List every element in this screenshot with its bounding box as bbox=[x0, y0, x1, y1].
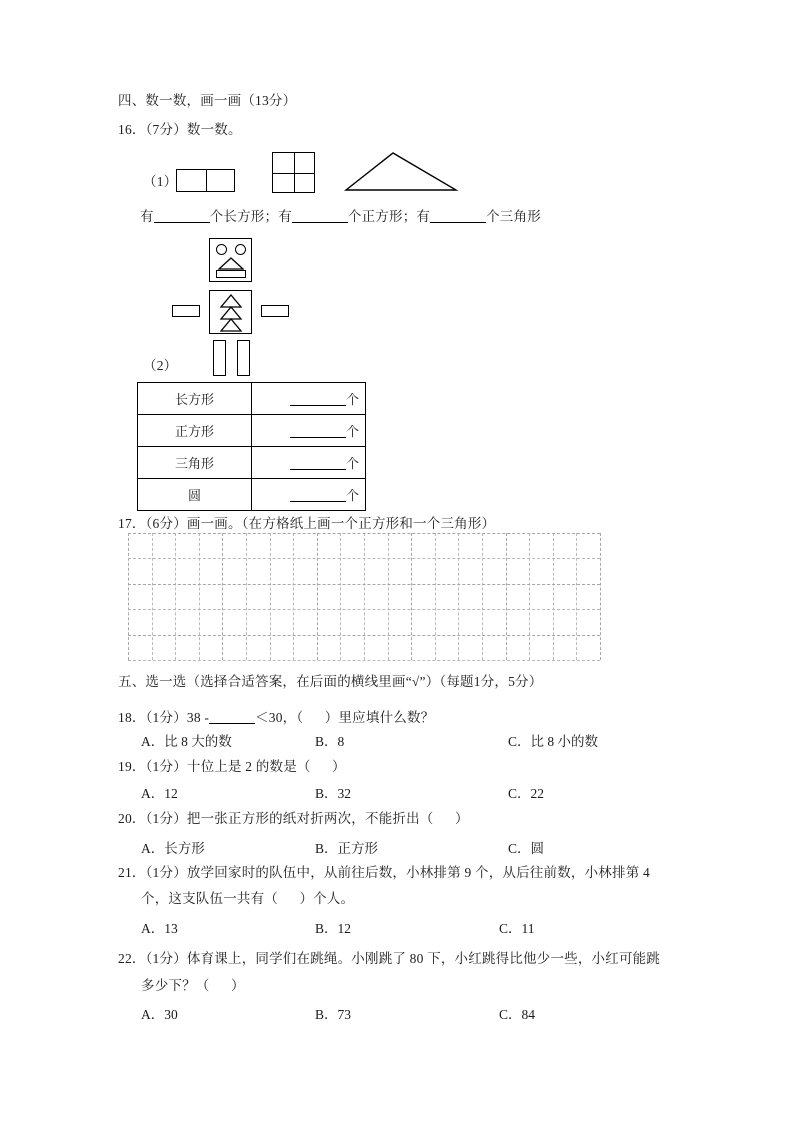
grid-line-vertical bbox=[435, 533, 436, 660]
table-row bbox=[138, 415, 366, 447]
fill-unit-1: 个长方形；有 bbox=[209, 209, 292, 224]
option-key: C． bbox=[499, 921, 522, 936]
question-22-number: 22．（1分）体育课上，同学们在跳绳。小刚跳了 80 下，小红跳得比他少一些，小红可能跳 bbox=[118, 951, 661, 966]
section-five-heading: 五、选一选（选择合适答案，在后面的横线里画“√”）（每题1分，5分） bbox=[118, 674, 543, 689]
fill-unit-3: 个三角形 bbox=[486, 209, 541, 224]
option-key: A． bbox=[141, 921, 165, 936]
option-text: 正方形 bbox=[337, 841, 379, 856]
grid-line-vertical bbox=[317, 533, 318, 660]
option-text: 圆 bbox=[530, 841, 545, 856]
option-text: 长方形 bbox=[164, 841, 205, 856]
grid-line-vertical bbox=[175, 533, 176, 660]
option-key: A． bbox=[141, 841, 165, 856]
square-divider-horizontal bbox=[273, 173, 314, 174]
option-text: 73 bbox=[337, 1007, 352, 1022]
count-unit: 个 bbox=[345, 488, 359, 503]
grid-paper[interactable] bbox=[128, 533, 600, 660]
grid-line-vertical bbox=[293, 533, 294, 660]
question-21-option-b[interactable] bbox=[315, 917, 351, 937]
grid-line-vertical bbox=[128, 533, 129, 660]
table-row bbox=[138, 479, 366, 511]
option-key: B． bbox=[315, 921, 338, 936]
count-unit: 个 bbox=[345, 424, 359, 439]
option-key: A． bbox=[141, 786, 165, 801]
grid-line-vertical bbox=[152, 533, 153, 660]
table-cell-shape-name: 正方形 bbox=[138, 415, 252, 447]
question-20-option-c[interactable] bbox=[508, 837, 544, 857]
option-text: 8 bbox=[337, 734, 345, 749]
question-22-option-a[interactable] bbox=[141, 1003, 178, 1023]
grid-line-vertical bbox=[600, 533, 601, 660]
grid-line-vertical bbox=[553, 533, 554, 660]
question-21-line2: 个，这支队伍一共有（ ）个人。 bbox=[141, 891, 355, 906]
answer-blank-count[interactable] bbox=[290, 405, 346, 406]
table-cell-count bbox=[252, 479, 366, 511]
robot-mouth-rectangle bbox=[216, 270, 246, 278]
grid-line-vertical bbox=[411, 533, 412, 660]
option-text: 11 bbox=[521, 921, 535, 936]
option-key: A． bbox=[141, 734, 165, 749]
option-text: 30 bbox=[164, 1007, 178, 1022]
grid-line-vertical bbox=[458, 533, 459, 660]
question-17-number: 17．（6分）画一画。（在方格纸上画一个正方形和一个三角形） bbox=[118, 516, 496, 531]
answer-blank-q18[interactable] bbox=[209, 723, 255, 724]
question-19-option-a[interactable] bbox=[141, 782, 178, 802]
grid-line-horizontal bbox=[128, 635, 600, 636]
robot-figure bbox=[160, 236, 310, 364]
question-20-number: 20．（1分）把一张正方形的纸对折两次，不能折出（ ） bbox=[118, 811, 469, 826]
question-22-option-c[interactable] bbox=[499, 1003, 535, 1023]
shape-count-table bbox=[137, 382, 366, 511]
option-text: 12 bbox=[337, 921, 352, 936]
grid-line-vertical bbox=[222, 533, 223, 660]
question-19-option-b[interactable] bbox=[315, 782, 351, 802]
option-key: C． bbox=[508, 734, 531, 749]
grid-line-vertical bbox=[576, 533, 577, 660]
answer-blank-count[interactable] bbox=[290, 469, 346, 470]
option-text: 比 8 小的数 bbox=[530, 734, 599, 749]
count-unit: 个 bbox=[345, 456, 359, 471]
robot-body-triangles bbox=[217, 293, 245, 333]
table-cell-shape-name: 长方形 bbox=[138, 383, 252, 415]
answer-blank-square-count[interactable] bbox=[292, 222, 348, 223]
fill-prefix-1: 有 bbox=[140, 209, 154, 224]
option-key: A． bbox=[141, 1007, 165, 1022]
question-20-option-a[interactable] bbox=[141, 837, 205, 857]
option-text: 22 bbox=[530, 786, 545, 801]
table-row bbox=[138, 447, 366, 479]
question-16-fill-line bbox=[140, 208, 541, 225]
answer-blank-count[interactable] bbox=[290, 501, 346, 502]
grid-line-vertical bbox=[529, 533, 530, 660]
table-cell-count bbox=[252, 447, 366, 479]
robot-leg-left-rectangle bbox=[213, 340, 226, 376]
grid-line-vertical bbox=[506, 533, 507, 660]
question-20-option-b[interactable] bbox=[315, 837, 378, 857]
question-22-line2: 多少下？（ ） bbox=[141, 978, 245, 993]
table-row bbox=[138, 383, 366, 415]
question-16-part1-label: （1） bbox=[143, 174, 178, 189]
answer-blank-triangle-count[interactable] bbox=[430, 222, 486, 223]
grid-line-vertical bbox=[199, 533, 200, 660]
grid-line-vertical bbox=[388, 533, 389, 660]
robot-eye-left-circle bbox=[216, 244, 227, 255]
option-text: 32 bbox=[337, 786, 352, 801]
table-cell-count bbox=[252, 415, 366, 447]
grid-line-horizontal bbox=[128, 533, 600, 534]
option-key: C． bbox=[499, 1007, 522, 1022]
answer-blank-count[interactable] bbox=[290, 437, 346, 438]
robot-arm-right-rectangle bbox=[261, 305, 289, 317]
question-21-option-c[interactable] bbox=[499, 917, 535, 937]
question-18-stem-tail: ＜30，（ ）里应填什么数？ bbox=[255, 710, 435, 725]
grid-line-vertical bbox=[364, 533, 365, 660]
shape-square-split-4 bbox=[272, 152, 315, 193]
question-18-stem bbox=[118, 709, 434, 726]
shape-triangle bbox=[342, 148, 462, 194]
option-key: B． bbox=[315, 841, 338, 856]
question-16-part2-label: （2） bbox=[143, 358, 178, 373]
question-21-option-a[interactable] bbox=[141, 917, 178, 937]
shape-rectangle-split-2 bbox=[176, 169, 235, 192]
option-key: C． bbox=[508, 841, 531, 856]
option-text: 84 bbox=[521, 1007, 536, 1022]
option-text: 12 bbox=[164, 786, 178, 801]
table-cell-shape-name: 圆 bbox=[138, 479, 252, 511]
robot-nose-triangle bbox=[218, 257, 244, 271]
grid-line-horizontal bbox=[128, 609, 600, 610]
grid-line-vertical bbox=[246, 533, 247, 660]
section-four-heading: 四、数一数，画一画（13分） bbox=[118, 93, 297, 108]
question-19-option-c[interactable] bbox=[508, 782, 544, 802]
grid-line-vertical bbox=[340, 533, 341, 660]
table-cell-count bbox=[252, 383, 366, 415]
question-22-option-b[interactable] bbox=[315, 1003, 351, 1023]
robot-arm-left-rectangle bbox=[172, 305, 200, 317]
robot-leg-right-rectangle bbox=[237, 340, 250, 376]
grid-line-horizontal bbox=[128, 584, 600, 585]
grid-line-vertical bbox=[270, 533, 271, 660]
table-cell-shape-name: 三角形 bbox=[138, 447, 252, 479]
question-18-option-b[interactable] bbox=[315, 730, 344, 750]
option-key: B． bbox=[315, 1007, 338, 1022]
question-18-option-a[interactable] bbox=[141, 730, 232, 750]
fill-unit-2: 个正方形；有 bbox=[347, 209, 431, 224]
question-19-number: 19．（1分）十位上是 2 的数是（ ） bbox=[118, 759, 346, 774]
question-21-number: 21．（1分）放学回家时的队伍中，从前往后数，小林排第 9 个，从后往前数，小林排第 4 bbox=[118, 865, 650, 880]
answer-blank-rectangle-count[interactable] bbox=[154, 222, 210, 223]
option-key: C． bbox=[508, 786, 531, 801]
question-18-option-c[interactable] bbox=[508, 730, 598, 750]
option-text: 13 bbox=[164, 921, 178, 936]
option-text: 比 8 大的数 bbox=[164, 734, 232, 749]
option-key: B． bbox=[315, 786, 338, 801]
robot-eye-right-circle bbox=[235, 244, 246, 255]
option-key: B． bbox=[315, 734, 338, 749]
count-unit: 个 bbox=[345, 392, 359, 407]
question-16-number: 16．（7分）数一数。 bbox=[118, 122, 242, 137]
grid-line-vertical bbox=[482, 533, 483, 660]
grid-line-horizontal bbox=[128, 558, 600, 559]
question-18-number: 18．（1分）38 - bbox=[118, 710, 210, 725]
grid-line-horizontal bbox=[128, 660, 600, 661]
